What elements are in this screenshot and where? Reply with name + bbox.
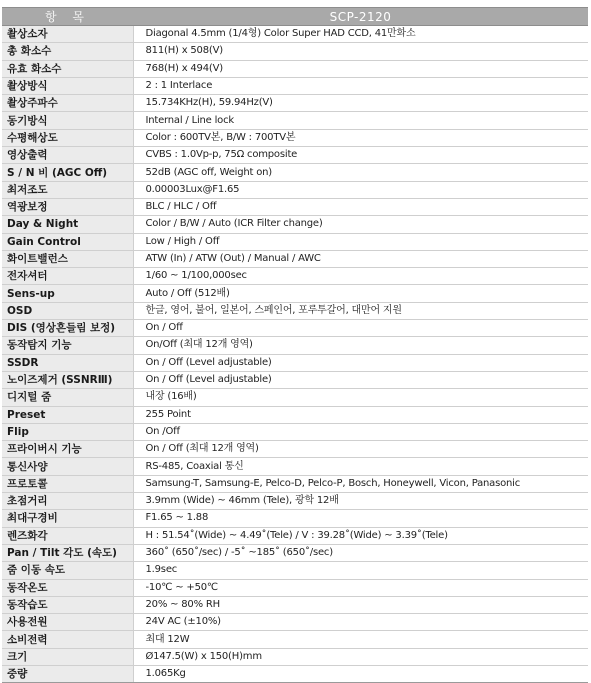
spec-label: Pan / Tilt 각도 (속도) [2,544,133,561]
spec-row [2,544,588,561]
spec-label: 전자셔터 [2,268,133,285]
spec-value: Internal / Line lock [133,112,588,129]
spec-label: 줌 이동 속도 [2,562,133,579]
spec-row [2,406,588,423]
spec-value: 한글, 영어, 불어, 일본어, 스페인어, 포루투갈어, 대만어 지원 [133,302,588,319]
spec-row [2,285,588,302]
spec-value: 내장 (16배) [133,389,588,406]
spec-row [2,423,588,440]
spec-row [2,268,588,285]
spec-label: 수평해상도 [2,129,133,146]
spec-value: 768(H) x 494(V) [133,60,588,77]
spec-value: 3.9mm (Wide) ~ 46mm (Tele), 광학 12배 [133,493,588,510]
spec-value: 15.734KHz(H), 59.94Hz(V) [133,95,588,112]
spec-label: 노이즈제거 (SSNRⅢ) [2,371,133,388]
spec-label: 소비전력 [2,631,133,648]
spec-row [2,250,588,267]
spec-row [2,527,588,544]
spec-value: 20% ~ 80% RH [133,596,588,613]
spec-label: S / N 비 (AGC Off) [2,164,133,181]
spec-table-body [2,26,588,683]
spec-label: 최대구경비 [2,510,133,527]
spec-value: On / Off (Level adjustable) [133,354,588,371]
spec-value: 52dB (AGC off, Weight on) [133,164,588,181]
spec-label: 동작온도 [2,579,133,596]
spec-row [2,389,588,406]
spec-value: 24V AC (±10%) [133,614,588,631]
spec-value: 255 Point [133,406,588,423]
spec-row [2,665,588,682]
spec-value: ATW (In) / ATW (Out) / Manual / AWC [133,250,588,267]
spec-row [2,77,588,94]
spec-value: Samsung-T, Samsung-E, Pelco-D, Pelco-P, Bosch, Honeywell, Vicon, Panasonic [133,475,588,492]
spec-row [2,337,588,354]
spec-label: 화이트밸런스 [2,250,133,267]
spec-row [2,579,588,596]
spec-row [2,233,588,250]
item-column-header: 항 목 [2,8,133,26]
spec-row [2,648,588,665]
header-row [2,8,588,26]
spec-value: Color : 600TV본, B/W : 700TV본 [133,129,588,146]
spec-label: 동기방식 [2,112,133,129]
spec-value: On/Off (최대 12개 영역) [133,337,588,354]
spec-label: 프로토콜 [2,475,133,492]
spec-row [2,458,588,475]
spec-row [2,129,588,146]
spec-row [2,112,588,129]
spec-value: On / Off (Level adjustable) [133,371,588,388]
spec-row [2,95,588,112]
spec-value: 1/60 ~ 1/100,000sec [133,268,588,285]
spec-label: 유효 화소수 [2,60,133,77]
spec-label: 촬상방식 [2,77,133,94]
spec-row [2,354,588,371]
spec-label: Day & Night [2,216,133,233]
spec-row [2,441,588,458]
spec-value: Low / High / Off [133,233,588,250]
spec-value: 1.065Kg [133,665,588,682]
spec-label: 디지털 줌 [2,389,133,406]
spec-row [2,596,588,613]
spec-value: On / Off (최대 12개 영역) [133,441,588,458]
spec-value: 0.00003Lux@F1.65 [133,181,588,198]
spec-label: 렌즈화각 [2,527,133,544]
spec-row [2,562,588,579]
spec-value: Ø147.5(W) x 150(H)mm [133,648,588,665]
spec-label: Preset [2,406,133,423]
spec-label: 프라이버시 기능 [2,441,133,458]
spec-label: 통신사양 [2,458,133,475]
spec-label: Gain Control [2,233,133,250]
spec-row [2,631,588,648]
spec-value: 최대 12W [133,631,588,648]
model-column-header: SCP-2120 [133,8,588,26]
spec-value: Diagonal 4.5mm (1/4형) Color Super HAD CCD, 41만화소 [133,26,588,43]
spec-row [2,164,588,181]
spec-row [2,493,588,510]
spec-value: 360˚ (650˚/sec) / -5˚ ~185˚ (650˚/sec) [133,544,588,561]
spec-row [2,181,588,198]
spec-value: 811(H) x 508(V) [133,43,588,60]
spec-row [2,26,588,43]
spec-value: Auto / Off (512배) [133,285,588,302]
spec-label: OSD [2,302,133,319]
spec-label: Flip [2,423,133,440]
spec-label: Sens-up [2,285,133,302]
spec-value: On /Off [133,423,588,440]
spec-table [2,7,588,683]
spec-value: RS-485, Coaxial 통신 [133,458,588,475]
spec-label: 사용전원 [2,614,133,631]
spec-table-header [2,8,588,26]
spec-value: Color / B/W / Auto (ICR Filter change) [133,216,588,233]
spec-value: On / Off [133,320,588,337]
spec-value: 1.9sec [133,562,588,579]
spec-label: 중량 [2,665,133,682]
spec-label: 동작습도 [2,596,133,613]
spec-value: BLC / HLC / Off [133,198,588,215]
spec-label: 총 화소수 [2,43,133,60]
spec-label: 영상출력 [2,147,133,164]
spec-row [2,302,588,319]
spec-row [2,216,588,233]
spec-row [2,614,588,631]
spec-value: H : 51.54˚(Wide) ~ 4.49˚(Tele) / V : 39.28˚(Wide) ~ 3.39˚(Tele) [133,527,588,544]
spec-value: CVBS : 1.0Vp-p, 75Ω composite [133,147,588,164]
spec-label: 역광보정 [2,198,133,215]
spec-label: 크기 [2,648,133,665]
spec-row [2,147,588,164]
spec-value: 2 : 1 Interlace [133,77,588,94]
spec-label: 최저조도 [2,181,133,198]
spec-label: DIS (영상흔들림 보정) [2,320,133,337]
spec-label: 촬상소자 [2,26,133,43]
spec-row [2,198,588,215]
spec-row [2,510,588,527]
spec-label: 동작탐지 기능 [2,337,133,354]
spec-label: SSDR [2,354,133,371]
spec-row [2,43,588,60]
spec-row [2,475,588,492]
spec-value: -10℃ ~ +50℃ [133,579,588,596]
spec-row [2,60,588,77]
spec-label: 초점거리 [2,493,133,510]
spec-label: 촬상주파수 [2,95,133,112]
spec-value: F1.65 ~ 1.88 [133,510,588,527]
spec-row [2,320,588,337]
spec-row [2,371,588,388]
